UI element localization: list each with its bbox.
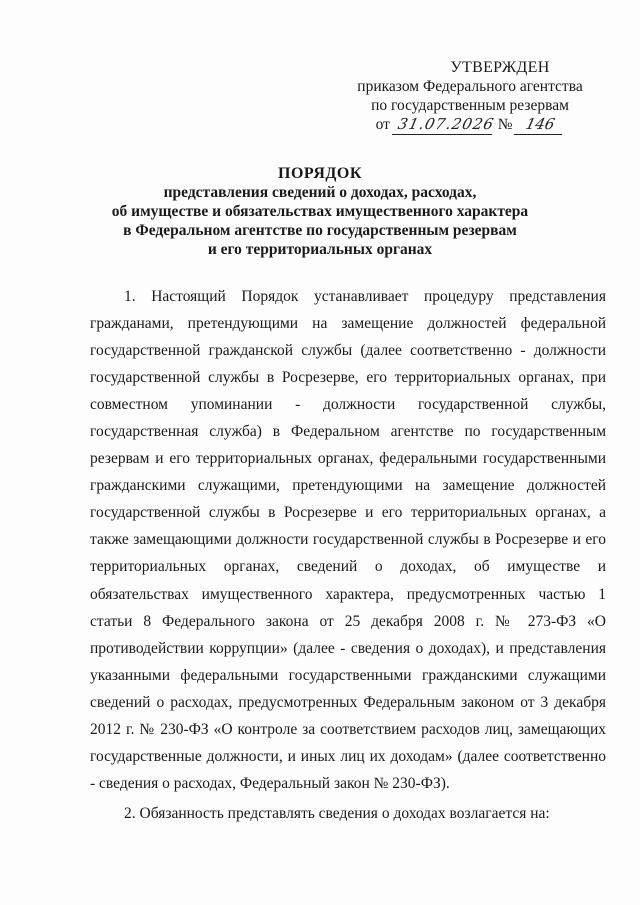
approved-label: УТВЕРЖДЕН [450,59,550,76]
date-prefix: от [375,116,390,133]
approval-stamp [330,58,610,135]
title-heading: ПОРЯДОК [278,165,362,182]
title-line: в Федеральном агентстве по государственным резервам [123,222,517,239]
handwritten-number: 146 [514,115,566,135]
title-line: об имуществе и обязательствах имущественного характера [111,203,529,220]
approval-agency-line: по государственным резервам [371,97,569,114]
document-title [20,164,620,259]
title-line: и его территориальных органах [207,241,433,258]
approval-date-number-line [330,115,610,135]
title-line: представления сведений о доходах, расходах, [163,184,477,201]
paragraph-2: 2. Обязанность представлять сведения о доходах возлагается на: [124,805,550,822]
handwritten-date: 31.07.2026 [392,115,496,135]
number-sign: № [497,116,513,133]
approval-order-line: приказом Федерального агентства [357,78,583,95]
paragraph-1: 1. Настоящий Порядок устанавливает процедуру представления гражданами, претендующими на замещение должностей федеральной государственной гражданской службы (далее соответственно - должности государственной службы в Росрезерве, его территориальных органах, при совместном упоминании - должности государственной службы, государственная служба) в Федеральном агентстве по государственным резервам и его территориальных органах, федеральными государственными гражданскими служащими, претендующими на замещение должностей государственной службы в Росрезерве и его территориальных органах, а также замещающими должности государственной службы в Росрезерве и его территориальных органах, сведений о доходах, об имуществе и обязательствах имущественного характера, предусмотренных частью 1 статьи 8 Федерального закона от 25 декабря 2008 г. № 273-ФЗ «О противодействии коррупции» (далее - сведения о доходах), и представления указанными федеральными государственными гражданскими служащими сведений о расходах, предусмотренных Федеральным законом от 3 декабря 2012 г. № 230-ФЗ «О контроле за соответствием расходов лиц, замещающих государственные должности, и иных лиц их доходам» (далее соответственно - сведения о расходах, Федеральный закон № 230-ФЗ). [90,288,606,792]
